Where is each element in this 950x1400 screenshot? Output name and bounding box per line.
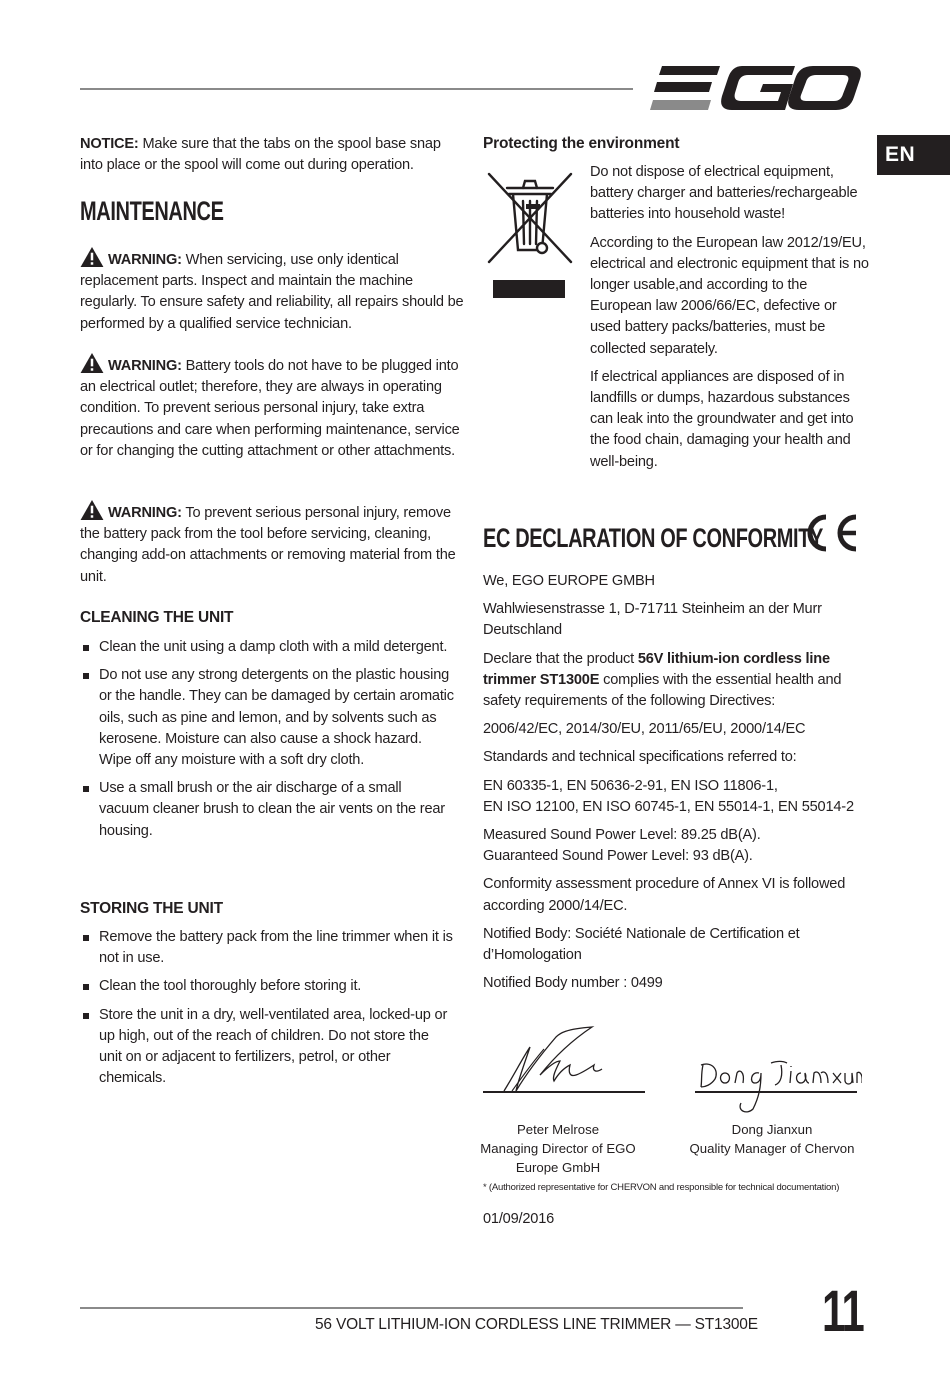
list-item-text: Clean the unit using a damp cloth with a mild detergent. (99, 639, 448, 655)
declaration-statement (483, 649, 868, 713)
list-item (80, 976, 455, 997)
environment-paragraph: If electrical appliances are disposed of in landfills or dumps, hazardous substances can leak into the groundwater and get into the food chain, damaging your health and well-being. (590, 368, 854, 470)
directives: 2006/42/EC, 2014/30/EU, 2011/65/EU, 2000/14/EC (483, 721, 806, 738)
warning-icon (80, 500, 104, 520)
bullet-icon (83, 935, 89, 941)
storing-title: STORING THE UNIT (80, 900, 223, 917)
notified-body: Notified Body: Société Nationale de Certification et d’Homologation (483, 925, 800, 964)
bullet-icon (83, 786, 89, 792)
standards-line: EN 60335-1, EN 50636-2-91, EN ISO 11806-1, (483, 777, 778, 794)
conformity-procedure: Conformity assessment procedure of Annex VI is followed according 2000/14/EC. (483, 876, 846, 914)
declaration-pre: Declare that the product (483, 650, 638, 667)
environment-paragraph: Do not dispose of electrical equipment, battery charger and batteries/rechargeable batteries into household waste! (590, 164, 858, 223)
bullet-icon (83, 984, 89, 990)
environment-paragraph: According to the European law 2012/19/EU, electrical and electronic equipment that is no longer usable,and according to the European law 2006/66/EC, defective or used battery packs/batteries, must be collected separately. (590, 234, 869, 357)
sound-guaranteed: Guaranteed Sound Power Level: 93 dB(A). (483, 848, 753, 865)
signature-peter-melrose (500, 1025, 610, 1095)
standards-line: EN ISO 12100, EN ISO 60745-1, EN 55014-1, EN 55014-2 (483, 798, 854, 815)
company-address: Wahlwiesenstrasse 1, D-71711 Steinheim an der Murr Deutschland (483, 601, 822, 639)
ce-mark-icon (802, 513, 860, 553)
storing-list (80, 927, 455, 1096)
signer-title: Europe GmbH (515, 1160, 601, 1175)
list-item-text: Store the unit in a dry, well-ventilated area, locked-up or up high, out of the reach of children. Do not store the unit on or adjacent to fertilizers, petrol, or other chemicals. (99, 1006, 448, 1087)
list-item-text: Use a small brush or the air discharge of a small vacuum cleaner brush to clean the air vents on the rear housing. (99, 780, 445, 839)
notice-paragraph (80, 134, 465, 176)
list-item (80, 637, 455, 658)
list-item (80, 927, 455, 969)
weee-crossed-bin-icon (485, 168, 575, 300)
list-item (80, 1005, 455, 1090)
ec-declaration-body (483, 571, 868, 1001)
signer-title: Quality Manager of Chervon (689, 1141, 855, 1156)
list-item (80, 778, 455, 842)
warning-text: Battery tools do not have to be plugged into an electrical outlet; therefore, they are always in operating condition. To prevent serious personal injury, take extra precautions and care when performing maintenance, service or for changing the cutting attachment or other attachments. (80, 358, 460, 459)
notified-body-number: Notified Body number : 0499 (483, 975, 663, 992)
warning-1 (80, 247, 465, 335)
bullet-icon (83, 645, 89, 651)
environment-text (590, 162, 870, 480)
list-item-text: Clean the tool thoroughly before storing it. (99, 978, 362, 995)
header-rule (80, 88, 633, 90)
product-name: 56V lithium-ion cordless line trimmer ST1300E (483, 650, 830, 688)
signature-line (483, 1091, 645, 1093)
standards-intro: Standards and technical specifications referred to: (483, 749, 797, 766)
list-item-text: Do not use any strong detergents on the plastic housing or the handle. They can be damaged by certain aromatic oils, such as pine and lemon, and by solvents such as kerosene. Moisture can also cause a shock hazard. Wipe off any moisture with a soft dry cloth. (99, 667, 454, 769)
warning-3 (80, 500, 465, 588)
signature-dong-jianxun (697, 1055, 862, 1113)
warning-label: WARNING: (108, 252, 182, 268)
warning-2 (80, 353, 465, 462)
declaration-post: complies with the essential health and safety requirements of the following Directives: (483, 671, 842, 710)
signer-name: Dong Jianxun (731, 1122, 813, 1137)
warning-icon (80, 247, 104, 267)
signer-title: Managing Director of EGO (480, 1141, 636, 1156)
warning-label: WARNING: (108, 358, 182, 374)
language-tab: EN (877, 135, 950, 175)
signer-dong-jianxun (687, 1120, 857, 1158)
footer-product-line: 56 VOLT LITHIUM-ION CORDLESS LINE TRIMMER — ST1300E (315, 1316, 758, 1333)
signature-line (695, 1091, 857, 1093)
declaration-date: 01/09/2016 (483, 1211, 555, 1227)
sound-measured: Measured Sound Power Level: 89.25 dB(A). (483, 827, 761, 844)
notice-label: NOTICE: (80, 136, 139, 152)
list-item-text: Remove the battery pack from the line trimmer when it is not in use. (99, 929, 453, 967)
warning-text: When servicing, use only identical replacement parts. Inspect and maintain the machine regularly. To ensure safety and reliability, all repairs should be performed by a qualified service technician. (80, 252, 464, 332)
list-item (80, 665, 455, 771)
signer-peter-melrose (473, 1120, 643, 1177)
bullet-icon (83, 1013, 89, 1019)
ego-logo (650, 62, 862, 114)
company-name: We, EGO EUROPE GMBH (483, 573, 655, 589)
authorized-representative-note: * (Authorized representative for CHERVON and responsible for technical documentation) (483, 1182, 840, 1193)
warning-label: WARNING: (108, 505, 182, 521)
environment-title: Protecting the environment (483, 135, 680, 152)
footer-rule (80, 1307, 743, 1309)
warning-text: To prevent serious personal injury, remove the battery pack from the tool before servicing, cleaning, changing add-on attachments or removing material from the unit. (80, 505, 456, 585)
page-number: 11 (822, 1279, 864, 1344)
cleaning-list (80, 637, 455, 849)
bullet-icon (83, 673, 89, 679)
signer-name: Peter Melrose (516, 1122, 600, 1137)
notice-text: Make sure that the tabs on the spool base snap into place or the spool will come out during operation. (80, 136, 441, 174)
warning-icon (80, 353, 104, 373)
cleaning-title: CLEANING THE UNIT (80, 609, 234, 626)
ec-declaration-title: EC DECLARATION OF CONFORMITY (483, 523, 824, 553)
maintenance-title: MAINTENANCE (80, 196, 224, 226)
